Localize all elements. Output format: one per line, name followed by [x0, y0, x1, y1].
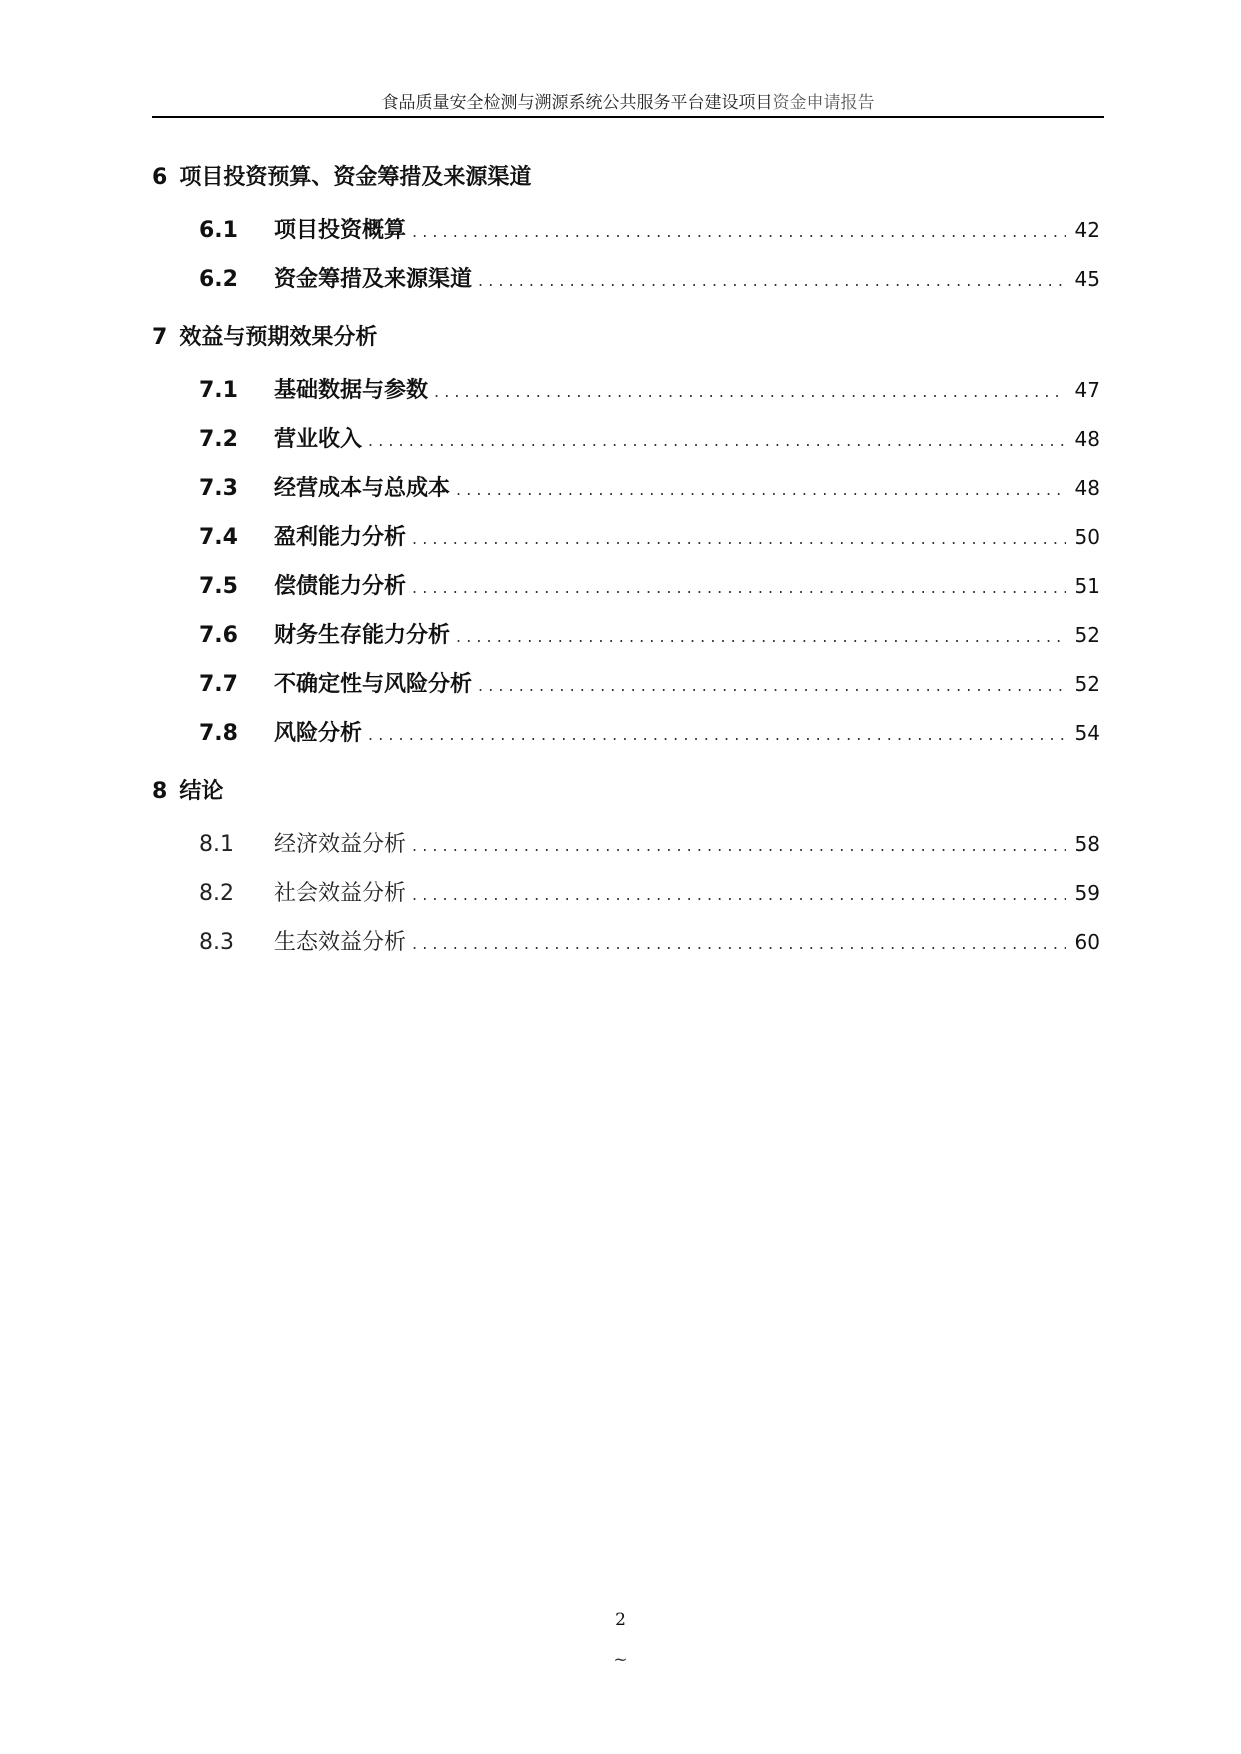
toc-entry-7-8[interactable] [152, 709, 1100, 758]
section-number: 6.1 [199, 218, 238, 243]
toc-entry-8-2[interactable] [152, 869, 1100, 918]
page-number: 47 [1074, 378, 1100, 402]
dot-leader [456, 465, 1066, 514]
toc-chapter-8[interactable] [152, 764, 1100, 820]
section-number: 8.3 [199, 930, 234, 955]
toc-entry-7-5[interactable] [152, 562, 1100, 611]
section-number: 8.1 [199, 832, 234, 857]
section-number: 7.3 [199, 476, 238, 501]
toc-entry-7-4[interactable] [152, 513, 1100, 562]
dot-leader [412, 207, 1066, 256]
section-title: 财务生存能力分析 [274, 623, 451, 648]
page-number: 51 [1074, 574, 1100, 598]
section-number: 6.2 [199, 267, 238, 292]
toc-chapter-6[interactable] [152, 150, 1100, 206]
section-title: 经济效益分析 [274, 832, 407, 857]
page-number: 54 [1074, 721, 1100, 745]
section-title: 偿债能力分析 [274, 574, 407, 599]
chapter-number: 7 [152, 325, 168, 350]
dot-leader [412, 514, 1066, 563]
section-title: 经营成本与总成本 [274, 476, 451, 501]
dot-leader [478, 661, 1066, 710]
chapter-title: 结论 [179, 779, 224, 804]
page-number: 48 [1074, 476, 1100, 500]
dot-leader [412, 870, 1066, 919]
page-number: 48 [1074, 427, 1100, 451]
section-number: 7.1 [199, 378, 238, 403]
dot-leader [412, 919, 1066, 968]
page-number: 59 [1074, 881, 1100, 905]
toc-entry-6-2[interactable] [152, 255, 1100, 304]
dot-leader [412, 563, 1066, 612]
dot-leader [412, 821, 1066, 870]
section-title: 基础数据与参数 [274, 378, 429, 403]
dot-leader [434, 367, 1066, 416]
section-title: 项目投资概算 [274, 218, 407, 243]
toc-entry-8-3[interactable] [152, 918, 1100, 967]
header-title-accent: 资金申请报告 [772, 93, 875, 113]
section-number: 7.8 [199, 721, 238, 746]
page-number: 42 [1074, 218, 1100, 242]
section-number: 7.6 [199, 623, 238, 648]
footer-page-number: 2 [615, 1610, 626, 1630]
section-number: 7.7 [199, 672, 238, 697]
section-title: 生态效益分析 [274, 930, 407, 955]
toc-entry-6-1[interactable] [152, 206, 1100, 255]
section-title: 风险分析 [274, 721, 363, 746]
page-number: 60 [1074, 930, 1100, 954]
dot-leader [368, 710, 1066, 759]
section-title: 营业收入 [274, 427, 363, 452]
page-number: 52 [1074, 672, 1100, 696]
page-number: 58 [1074, 832, 1100, 856]
toc-chapter-7[interactable] [152, 310, 1100, 366]
toc-entry-7-2[interactable] [152, 415, 1100, 464]
page-header [152, 86, 1104, 118]
section-title: 社会效益分析 [274, 881, 407, 906]
section-title: 不确定性与风险分析 [274, 672, 473, 697]
section-number: 7.2 [199, 427, 238, 452]
header-title-main: 食品质量安全检测与溯源系统公共服务平台建设项目 [381, 93, 773, 113]
chapter-title: 效益与预期效果分析 [179, 325, 378, 350]
section-number: 8.2 [199, 881, 234, 906]
dot-leader [478, 256, 1066, 305]
dot-leader [368, 416, 1066, 465]
toc-entry-7-7[interactable] [152, 660, 1100, 709]
page-number: 50 [1074, 525, 1100, 549]
page-number: 52 [1074, 623, 1100, 647]
section-number: 7.5 [199, 574, 238, 599]
toc-entry-7-3[interactable] [152, 464, 1100, 513]
header-title [152, 88, 1104, 113]
chapter-number: 8 [152, 779, 168, 804]
chapter-title: 项目投资预算、资金筹措及来源渠道 [179, 165, 532, 190]
footer-mark: ~ [613, 1650, 628, 1670]
chapter-number: 6 [152, 165, 168, 190]
page-number: 45 [1074, 267, 1100, 291]
table-of-contents [152, 150, 1100, 967]
section-number: 7.4 [199, 525, 238, 550]
section-title: 盈利能力分析 [274, 525, 407, 550]
toc-entry-8-1[interactable] [152, 820, 1100, 869]
toc-entry-7-6[interactable] [152, 611, 1100, 660]
section-title: 资金筹措及来源渠道 [274, 267, 473, 292]
dot-leader [456, 612, 1066, 661]
toc-entry-7-1[interactable] [152, 366, 1100, 415]
